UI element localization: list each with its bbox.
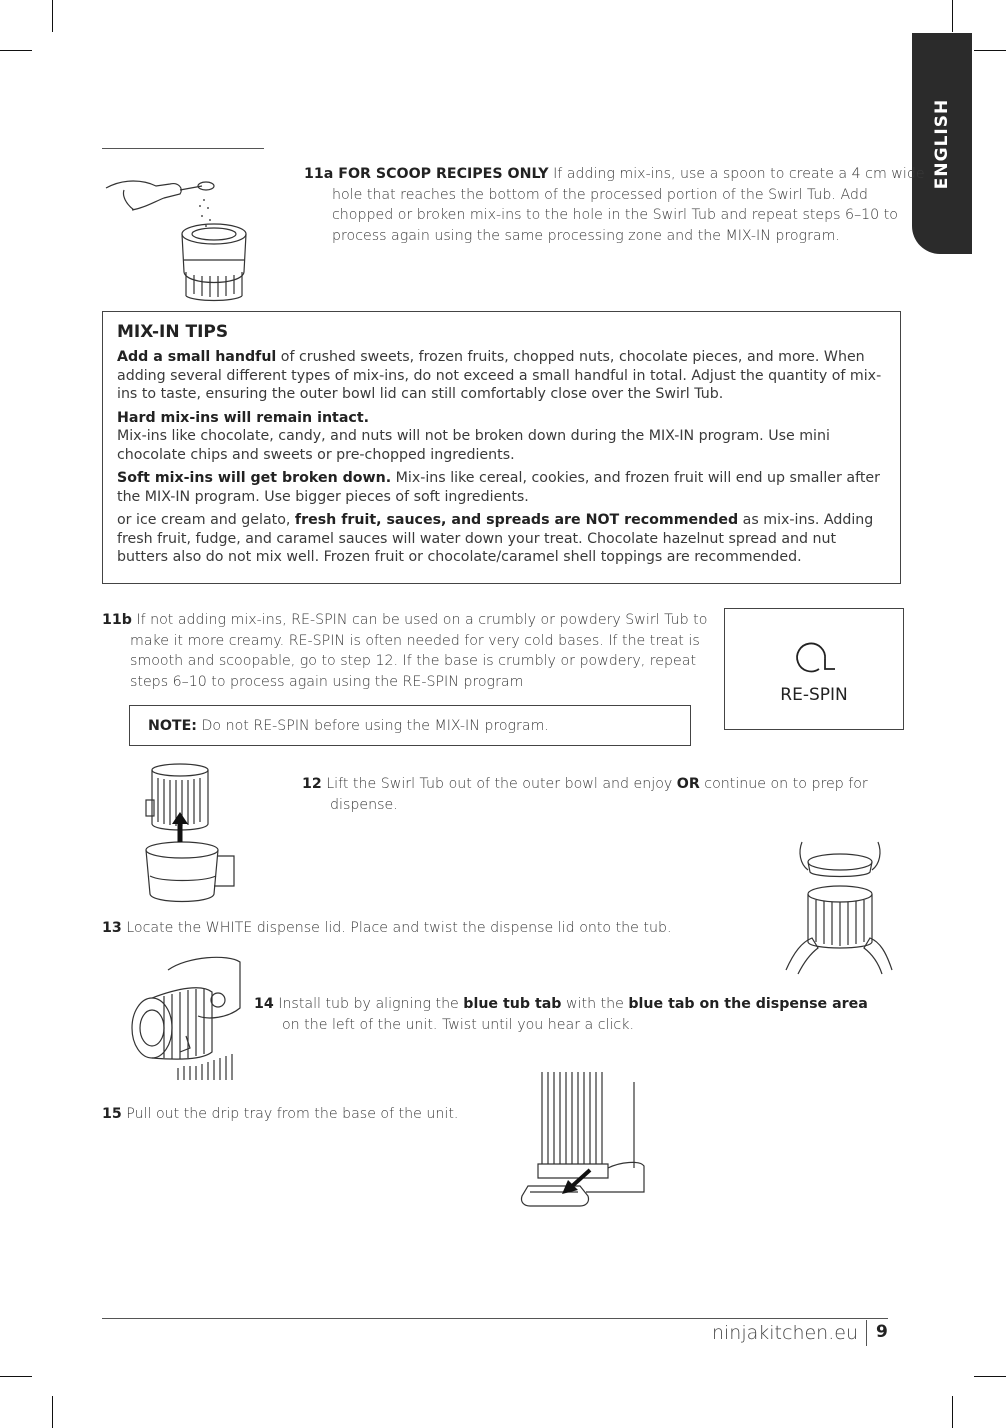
step-11b xyxy=(102,610,718,692)
note-body: Do not RE-SPIN before using the MIX-IN program. xyxy=(196,718,549,734)
footer-site: ninjakitchen.eu xyxy=(711,1322,858,1344)
tips-p4-bold: fresh fruit, sauces, and spreads are NOT recommended xyxy=(294,512,739,528)
tips-p4-text: as mix-ins. Adding fresh fruit, fudge, and caramel sauces will water down your treat. Chocolate hazelnut spread and nut butters also do not mix well. Frozen fruit or chocolate/caramel shell toppings are recommended. xyxy=(117,512,874,565)
step-15-label: 15 xyxy=(102,1106,122,1122)
re-spin-label: RE-SPIN xyxy=(780,685,848,705)
spoon-tub-illustration xyxy=(104,160,254,302)
step-11a xyxy=(304,164,928,246)
crop-mark xyxy=(0,50,32,51)
crop-mark xyxy=(0,1376,32,1377)
step-14-bold-a: blue tub tab xyxy=(463,996,562,1012)
step-13 xyxy=(102,918,762,939)
tips-p1-text: of crushed sweets, frozen fruits, chopped nuts, chocolate pieces, and more. When adding several different types of mix-ins, do not exceed a small handful in total. Adjust the quantity of mix-ins to taste, ensuring the outer bowl lid can still comfortably close over the Swirl Tub. xyxy=(117,349,882,402)
step-11a-label: 11a FOR SCOOP RECIPES ONLY xyxy=(304,166,549,182)
re-spin-icon xyxy=(795,639,835,675)
note-text xyxy=(148,716,549,737)
step-14-bold-b: blue tab on the dispense area xyxy=(628,996,868,1012)
tips-p3-text: Mix-ins like cereal, cookies, and frozen fruit will end up smaller after the MIX-IN program. Use bigger pieces of soft ingredients. xyxy=(117,470,880,505)
footer-rule xyxy=(102,1318,888,1319)
tips-paragraph xyxy=(117,511,886,567)
crop-mark xyxy=(952,1396,953,1428)
crop-mark xyxy=(974,50,1006,51)
step-11b-text: If not adding mix-ins, RE-SPIN can be used on a crumbly or powdery Swirl Tub to make it more creamy. RE-SPIN is often needed for very cold bases. If the treat is smooth and scoopable, go to step 12. If the base is crumbly or powdery, repeat steps 6–10 to process again using the RE-SPIN program xyxy=(130,612,708,690)
step-12-text-a: Lift the Swirl Tub out of the outer bowl and enjoy xyxy=(321,776,677,792)
step-15 xyxy=(102,1104,522,1125)
drip-tray-illustration xyxy=(516,1070,646,1208)
step-14 xyxy=(254,994,882,1035)
tips-p4-pre: or ice cream and gelato, xyxy=(117,512,295,528)
tips-p3-bold: Soft mix-ins will get broken down. xyxy=(117,470,392,486)
dispense-lid-illustration xyxy=(784,838,894,976)
tub-lift-illustration xyxy=(142,762,238,906)
tips-title: MIX-IN TIPS xyxy=(117,322,229,342)
step-12-label: 12 xyxy=(302,776,322,792)
page-number: 9 xyxy=(876,1322,888,1342)
crop-mark xyxy=(974,1376,1006,1377)
step-11a-text: If adding mix-ins, use a spoon to create a 4 cm wide hole that reaches the bottom of the processed portion of the Swirl Tub. Add chopped or broken mix-ins to the hole in the Swirl Tub and repeat steps 6–10 to process again using the same processing zone and the MIX-IN program. xyxy=(332,166,925,244)
step-14-text-a: Install tub by aligning the xyxy=(273,996,464,1012)
crop-mark xyxy=(52,0,53,32)
tips-p1-bold: Add a small handful xyxy=(117,349,277,365)
step-14-label: 14 xyxy=(254,996,274,1012)
step-12-or: OR xyxy=(676,776,700,792)
note-label: NOTE: xyxy=(148,718,197,734)
note-box xyxy=(129,705,691,746)
footer-divider xyxy=(866,1320,867,1346)
step-14-text-b: with the xyxy=(561,996,629,1012)
top-rule xyxy=(102,148,264,149)
install-tub-illustration xyxy=(128,948,244,1082)
step-11b-label: 11b xyxy=(102,612,132,628)
mix-in-tips-box xyxy=(102,311,901,584)
tips-p2-bold: Hard mix-ins will remain intact. xyxy=(117,409,369,426)
step-13-label: 13 xyxy=(102,920,122,936)
tips-paragraph xyxy=(117,409,886,465)
step-15-text: Pull out the drip tray from the base of the unit. xyxy=(121,1106,459,1122)
step-12-text-b: continue on to prep for dispense. xyxy=(330,776,868,813)
tips-p2-text: Mix-ins like chocolate, candy, and nuts will not be broken down during the MIX-IN program. Use mini chocolate chips and sweets or pre-chopped ingredients. xyxy=(117,428,830,463)
step-12 xyxy=(302,774,922,815)
tips-paragraph xyxy=(117,469,886,506)
crop-mark xyxy=(952,0,953,32)
re-spin-box xyxy=(724,608,904,730)
tips-paragraph xyxy=(117,348,886,404)
step-14-text-c: on the left of the unit. Twist until you hear a click. xyxy=(282,1016,634,1033)
step-13-text: Locate the WHITE dispense lid. Place and twist the dispense lid onto the tub. xyxy=(121,920,672,936)
language-tab-label: ENGLISH xyxy=(932,98,952,189)
crop-mark xyxy=(52,1396,53,1428)
